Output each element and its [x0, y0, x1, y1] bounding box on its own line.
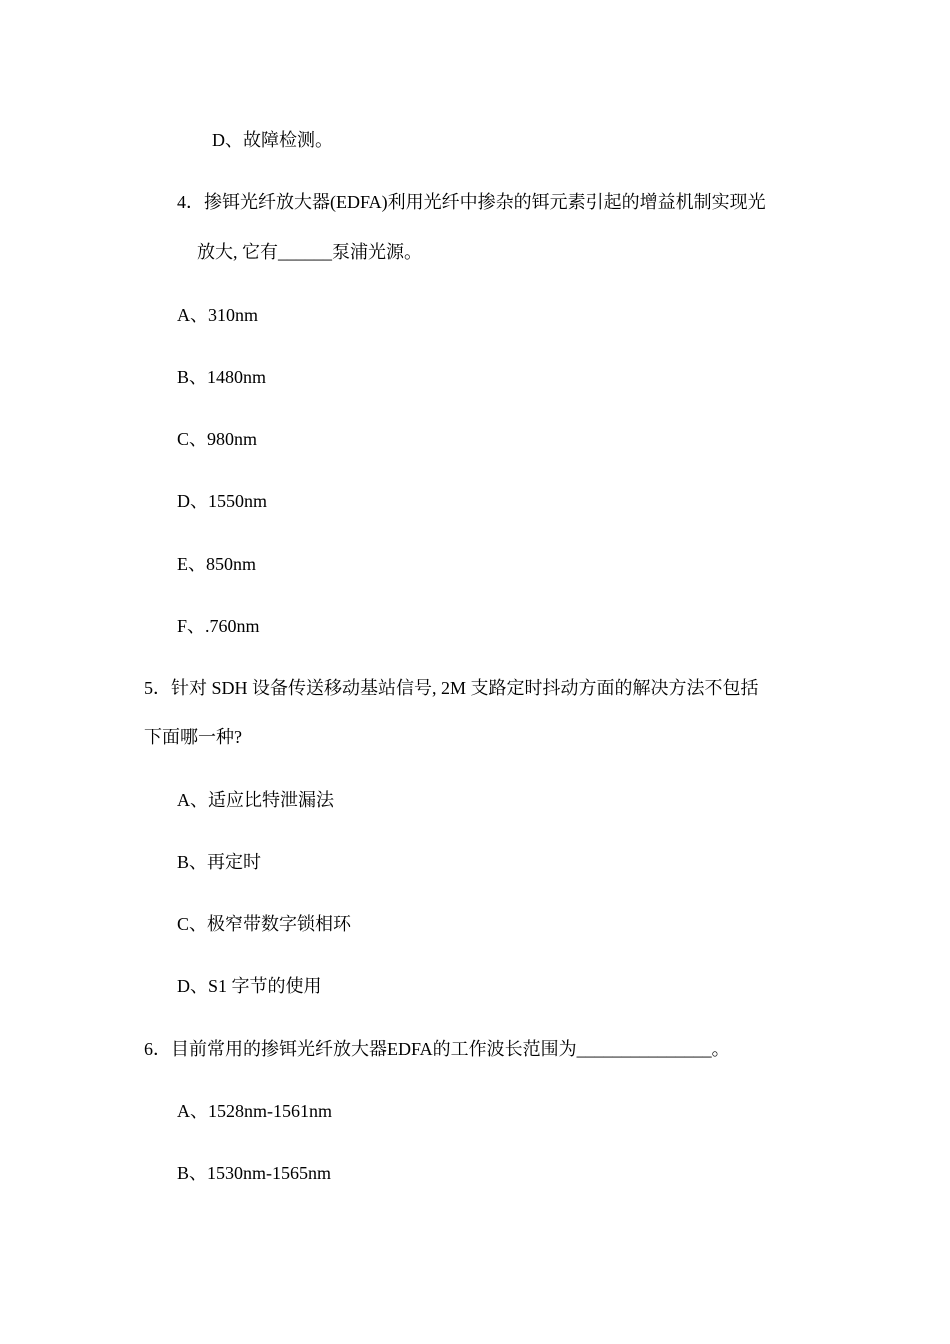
q4-stem-line1: 4．掺铒光纤放大器(EDFA)利用光纤中掺杂的铒元素引起的增益机制实现光 [177, 192, 766, 212]
q4-option-e: E、850nm [177, 554, 256, 574]
q4-stem-line2: 放大, 它有______泵浦光源。 [197, 242, 422, 262]
q5-option-d: D、S1 字节的使用 [177, 976, 322, 996]
q5-option-c: C、极窄带数字锁相环 [177, 914, 352, 934]
q6-option-b: B、1530nm-1565nm [177, 1163, 332, 1183]
q5-stem-line2: 下面哪一种? [144, 727, 242, 747]
q4-option-f: F、.760nm [177, 616, 260, 636]
q5-option-b: B、再定时 [177, 852, 262, 872]
q5-stem-line1: 5．针对 SDH 设备传送移动基站信号, 2M 支路定时抖动方面的解决方法不包括 [144, 678, 759, 698]
q3-option-d: D、故障检测。 [212, 130, 333, 150]
q4-option-c: C、980nm [177, 429, 258, 449]
q5-option-a: A、适应比特泄漏法 [177, 790, 334, 810]
q4-option-a: A、310nm [177, 305, 258, 325]
q4-option-d: D、1550nm [177, 491, 267, 511]
q6-stem-line1: 6．目前常用的掺铒光纤放大器EDFA的工作波长范围为_______________。 [144, 1039, 730, 1059]
q4-option-b: B、1480nm [177, 367, 267, 387]
q6-option-a: A、1528nm-1561nm [177, 1101, 332, 1121]
